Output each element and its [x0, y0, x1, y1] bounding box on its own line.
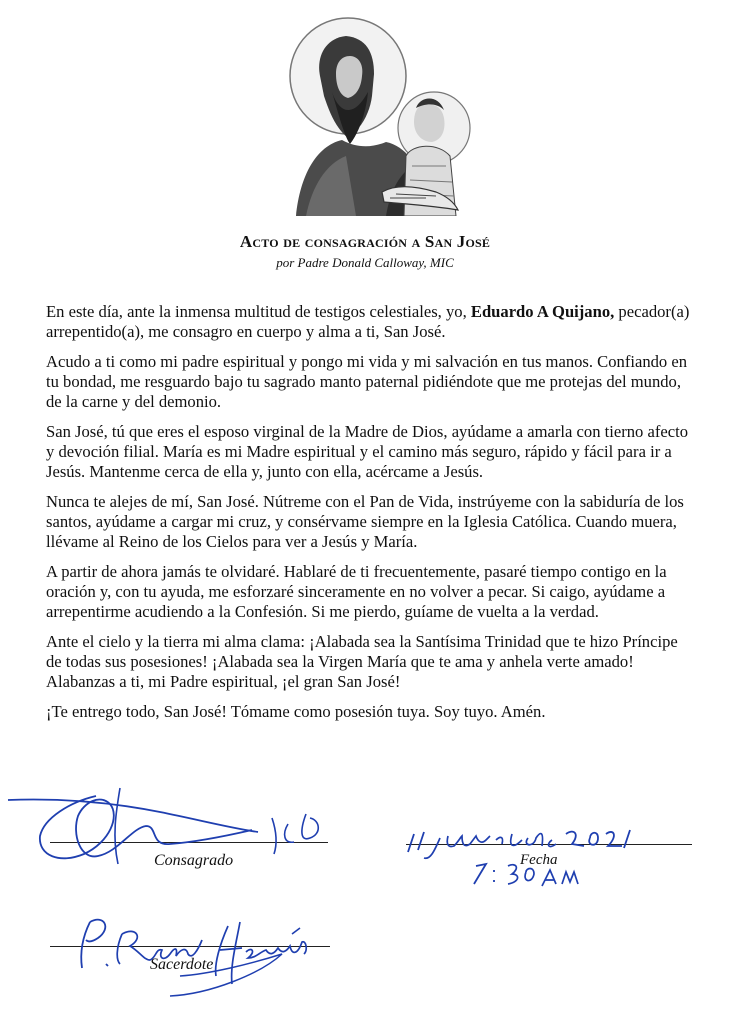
paragraph-1-end: pecador(a) arrepentido(a), me consagro en cuerpo y alma a ti, San José.: [46, 302, 690, 341]
paragraph-7: ¡Te entrego todo, San José! Tómame como posesión tuya. Soy tuyo. Amén.: [46, 702, 546, 721]
consecration-text: [46, 302, 696, 732]
author-line: por Padre Donald Calloway, MIC: [276, 255, 454, 270]
sacerdote-label: Sacerdote: [150, 956, 214, 973]
saint-joseph-icon: [286, 16, 482, 216]
paragraph-4: Nunca te alejes de mí, San José. Nútreme con el Pan de Vida, instrúyeme con la sabiduría de los santos, ayúdame a cargar mi cruz, y consérvame siempre en la Iglesia Católica. Cuando muera, llévame al Reino de los Cielos para ver a Jesús y María.: [46, 492, 684, 551]
consecrated-name: Eduardo A Quijano,: [470, 302, 615, 321]
consagrado-signature: [0, 772, 340, 872]
consagrado-label: Consagrado: [154, 852, 234, 869]
fecha-label: Fecha: [520, 852, 558, 868]
paragraph-6: Ante el cielo y la tierra mi alma clama: ¡Alabada sea la Santísima Trinidad que te hizo Príncipe de todas sus posesiones! ¡Alabada sea la Virgen María que te ama y anhela verte amado! Alabanzas a ti, mi Padre espiritual, ¡el gran San José!: [46, 632, 678, 691]
handwritten-date: [404, 812, 694, 892]
paragraph-1-start: En este día, ante la inmensa multitud de testigos celestiales, yo,: [46, 302, 471, 321]
title-text: Acto de consagración a San José: [239, 232, 491, 251]
priest-signature: [60, 904, 330, 1004]
paragraph-3: San José, tú que eres el esposo virginal de la Madre de Dios, ayúdame a amarla con tierno afecto y devoción filial. María es mi Madre espiritual y el camino más seguro, rápido y fácil para ir a Jesús. Mantenme cerca de ella y, junto con ella, acércame a Jesús.: [46, 422, 689, 481]
paragraph-1: [46, 302, 696, 342]
paragraph-5: A partir de ahora jamás te olvidaré. Hablaré de ti frecuentemente, pasaré tiempo contigo en la oración y, con tu ayuda, me esforzaré sinceramente en no volver a pecar. Si caigo, ayúdame a arrepentirme acudiendo a la Confesión. Si me pierdo, guíame de vuelta a la verdad.: [46, 562, 667, 621]
document-title: [0, 232, 730, 252]
paragraph-2: Acudo a ti como mi padre espiritual y pongo mi vida y mi salvación en tus manos. Confiando en tu bondad, me resguardo bajo tu sagrado manto paternal pidiéndote que me protejas del mundo, de la carne y del demonio.: [46, 352, 688, 411]
